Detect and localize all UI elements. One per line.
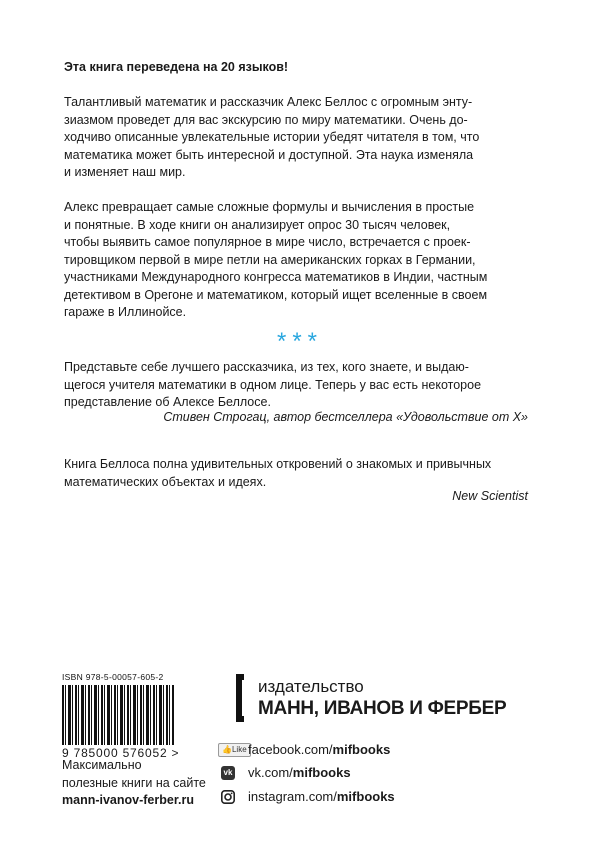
text-line: гараже в Иллинойсе. bbox=[64, 305, 187, 319]
text-line: представление об Алексе Беллосе. bbox=[64, 395, 271, 409]
vk-prefix: vk.com/ bbox=[248, 765, 293, 780]
like-label: Like bbox=[231, 745, 247, 754]
vk-icon: vk bbox=[221, 766, 235, 780]
text-line: Талантливый математик и рассказчик Алекс Беллос с огромным энту- bbox=[64, 95, 473, 109]
review-quote-1 bbox=[64, 359, 532, 412]
text-line: детективом в Орегоне и математиком, который ищет вселенные в своем bbox=[64, 287, 488, 302]
text-line: Книга Беллоса полна удивительных откровений о знакомых и привычных bbox=[64, 457, 492, 471]
text-line: тировщиком первой в мире петли на американских горках в Германии, bbox=[64, 252, 476, 267]
text-line: и изменяет наш мир. bbox=[64, 165, 186, 179]
review-attribution-2: New Scientist bbox=[452, 489, 528, 503]
text-line: Представьте себе лучшего рассказчика, из тех, кого знаете, и выдаю- bbox=[64, 360, 469, 374]
vk-link[interactable] bbox=[218, 765, 351, 780]
text-line: математических объектах и идеях. bbox=[64, 474, 267, 489]
text-line: чтобы выявить самое популярное в мире число, встречается с проек- bbox=[64, 235, 471, 249]
review-quote-2 bbox=[64, 456, 532, 491]
instagram-handle: mifbooks bbox=[336, 789, 395, 804]
bracket-icon bbox=[236, 674, 244, 722]
publisher-label: издательство bbox=[258, 677, 364, 696]
isbn-number: ISBN 978-5-00057-605-2 bbox=[62, 672, 164, 682]
headline: Эта книга переведена на 20 языков! bbox=[64, 60, 289, 74]
text-line: математика может быть интересной и доступной. Эта наука изменяла bbox=[64, 147, 474, 162]
instagram-link[interactable] bbox=[218, 789, 395, 804]
instagram-icon bbox=[221, 790, 235, 804]
facebook-handle: mifbooks bbox=[332, 742, 391, 757]
website-link[interactable]: mann-ivanov-ferber.ru bbox=[62, 793, 194, 807]
description-paragraph-1 bbox=[64, 94, 532, 182]
vk-handle: mifbooks bbox=[292, 765, 351, 780]
barcode-digits: 9 785000 576052 > bbox=[62, 746, 180, 760]
description-paragraph-2 bbox=[64, 199, 532, 322]
barcode-image bbox=[62, 685, 174, 745]
text-line: ходчиво описанные увлекательные истории убедят читателя в том, что bbox=[64, 130, 480, 144]
facebook-like-icon bbox=[218, 743, 248, 757]
isbn-barcode-block bbox=[62, 672, 200, 760]
text-line: участниками Международного конгресса математиков в Индии, частным bbox=[64, 270, 488, 284]
text-line: зиазмом проведет для вас экскурсию по миру математики. Очень до- bbox=[64, 112, 468, 127]
facebook-prefix: facebook.com/ bbox=[248, 742, 333, 757]
text-line: и понятные. В ходе книги он анализирует опрос 30 тысяч человек, bbox=[64, 217, 451, 232]
publisher-name: МАНН, ИВАНОВ И ФЕРБЕР bbox=[258, 698, 507, 719]
text-line: Алекс превращает самые сложные формулы и вычисления в простые bbox=[64, 200, 475, 214]
section-separator: *** bbox=[276, 328, 324, 355]
text-line: щегося учителя математики в одном лице. Теперь у вас есть некоторое bbox=[64, 377, 482, 392]
instagram-prefix: instagram.com/ bbox=[248, 789, 337, 804]
thumbs-up-icon: 👍 bbox=[222, 745, 232, 754]
website-tagline bbox=[62, 757, 206, 810]
tagline-line: полезные книги на сайте bbox=[62, 775, 206, 790]
facebook-link[interactable] bbox=[218, 742, 390, 757]
tagline-line: Максимально bbox=[62, 758, 142, 772]
review-attribution-1: Стивен Строгац, автор бестселлера «Удовольствие от Х» bbox=[163, 410, 528, 424]
